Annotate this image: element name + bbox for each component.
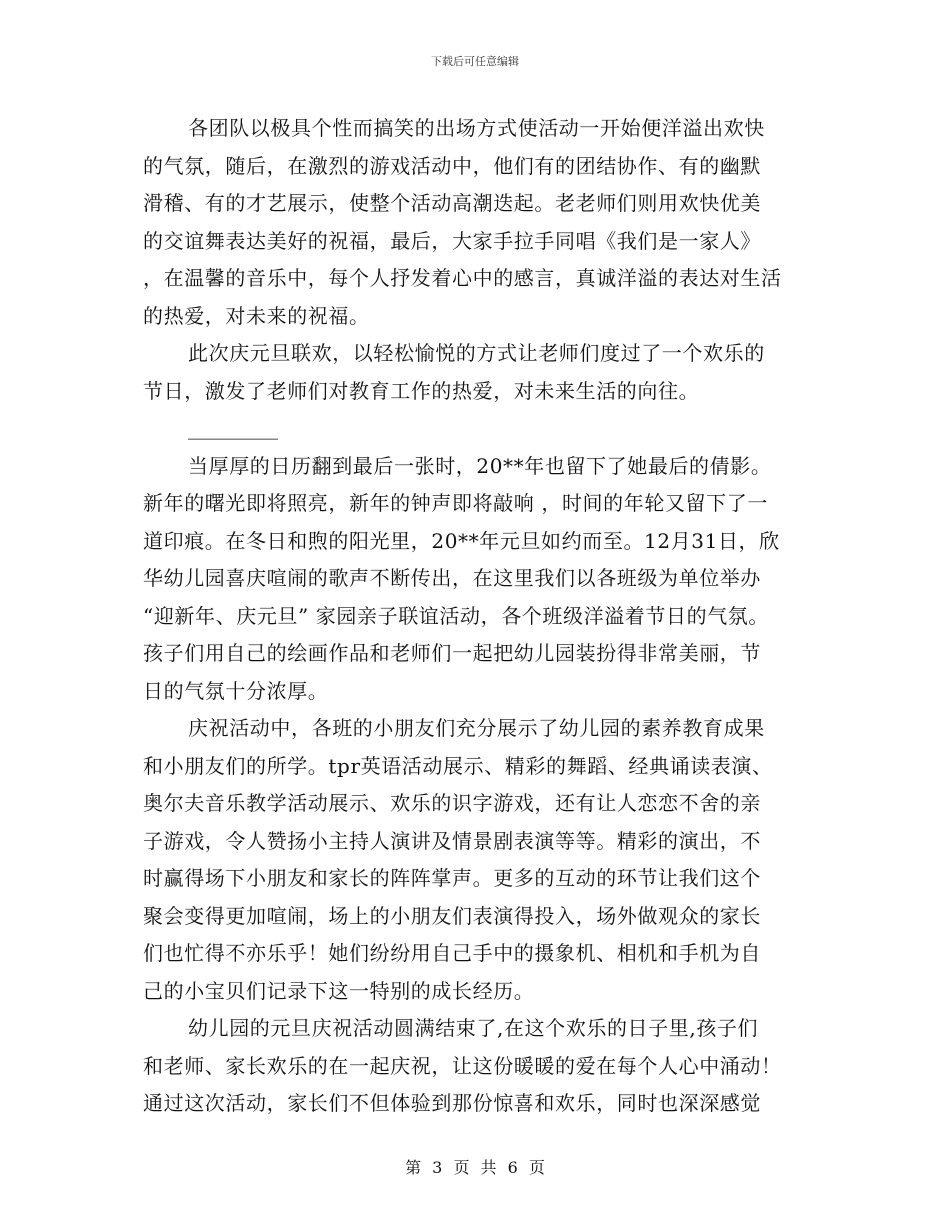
text-line: 的交谊舞表达美好的祝福，最后，大家手拉手同唱《我们是一家人》 — [143, 228, 761, 253]
text-line: 新年的曙光即将照亮，新年的钟声即将敲响 ，时间的年轮又留下了一 — [143, 491, 768, 515]
text-line: 日的气氛十分浓厚。 — [143, 678, 329, 703]
text-line: 道印痕。在冬日和煦的阳光里，20**年元旦如约而至。12月31日，欣 — [143, 528, 780, 553]
text-line: 己的小宝贝们记录下这一特别的成长经历。 — [143, 978, 535, 1003]
text-line: “迎新年、庆元旦” 家园亲子联谊活动，各个班级洋溢着节日的气氛。 — [143, 603, 770, 628]
section-separator: _________ — [188, 416, 278, 440]
text-line: 聚会变得更加喧闹，场上的小朋友们表演得投入，场外做观众的家长 — [143, 903, 761, 928]
text-line: 各团队以极具个性而搞笑的出场方式使活动一开始便洋溢出欢快 — [188, 116, 765, 140]
text-line: 时赢得场下小朋友和家长的阵阵掌声。更多的互动的环节让我们这个 — [143, 866, 761, 890]
document-body — [143, 110, 803, 1123]
text-line: 幼儿园的元旦庆祝活动圆满结束了,在这个欢乐的日子里,孩子们 — [188, 1016, 759, 1040]
page-header: 下载后可任意编辑 — [431, 55, 519, 68]
text-line: 和老师、家长欢乐的在一起庆祝，让这份暖暖的爱在每个人心中涌动！ — [143, 1053, 782, 1078]
text-line: 子游戏，令人赞扬小主持人演讲及情景剧表演等等。精彩的演出，不 — [143, 828, 761, 853]
text-line: 和小朋友们的所学。tpr英语活动展示、精彩的舞蹈、经典诵读表演、 — [143, 753, 773, 778]
page-number: 第 3 页 共 6 页 — [405, 1158, 545, 1177]
text-line: ，在温馨的音乐中，每个人抒发着心中的感言，真诚洋溢的表达对生活 — [143, 266, 782, 290]
text-line: 此次庆元旦联欢，以轻松愉悦的方式让老师们度过了一个欢乐的 — [188, 341, 765, 365]
text-line: 节日，激发了老师们对教育工作的热爱，对未来生活的向往。 — [143, 378, 700, 403]
text-line: 奥尔夫音乐教学活动展示、欢乐的识字游戏，还有让人恋恋不舍的亲 — [143, 791, 761, 815]
text-line: 的气氛，随后，在激烈的游戏活动中，他们有的团结协作、有的幽默 — [143, 153, 761, 178]
text-line: 滑稽、有的才艺展示，使整个活动高潮迭起。老老师们则用欢快优美 — [143, 191, 761, 215]
text-line: 庆祝活动中，各班的小朋友们充分展示了幼儿园的素养教育成果 — [188, 716, 765, 740]
text-line: 们也忙得不亦乐乎！她们纷纷用自己手中的摄象机、相机和手机为自 — [143, 941, 761, 965]
text-line: 华幼儿园喜庆喧闹的歌声不断传出，在这里我们以各班级为单位举办 — [143, 566, 761, 590]
text-line: 孩子们用自己的绘画作品和老师们一起把幼儿园装扮得非常美丽，节 — [143, 641, 761, 665]
text-line: 当厚厚的日历翻到最后一张时，20**年也留下了她最后的倩影。 — [188, 453, 772, 478]
text-line: 的热爱，对未来的祝福。 — [143, 303, 370, 328]
text-line: 通过这次活动，家长们不但体验到那份惊喜和欢乐，同时也深深感觉 — [143, 1091, 761, 1115]
